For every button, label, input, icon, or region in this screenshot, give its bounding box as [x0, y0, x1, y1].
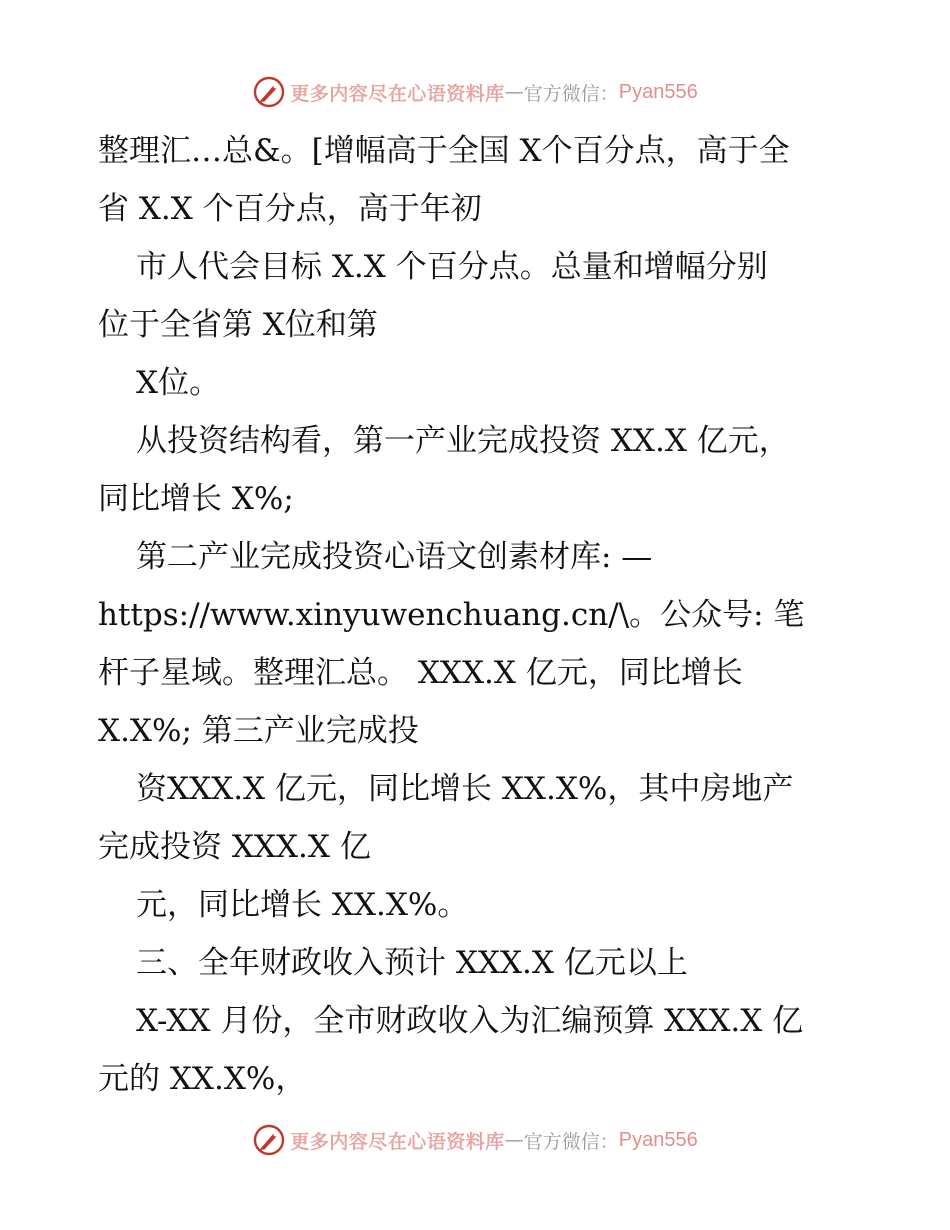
body-line: 位于全省第 X位和第 [98, 307, 378, 343]
body-line: 资XXX.X 亿元，同比增长 XX.X%，其中房地产 [136, 771, 794, 807]
wechat-label: 官方微信： [523, 1130, 619, 1153]
wechat-id: Pyan556 [618, 80, 698, 103]
body-line: 同比增长 X%; [98, 481, 294, 517]
body-line: 杆子星域。整理汇总。 XXX.X 亿元，同比增长 [98, 655, 743, 691]
banner-dash: — [504, 81, 524, 103]
body-line: X位。 [136, 365, 221, 401]
body-line: 从投资结构看，第一产业完成投资 XX.X 亿元， [136, 423, 790, 459]
wechat-id: Pyan556 [618, 1128, 698, 1151]
banner-text: 更多内容尽在心语资料库 [290, 82, 505, 105]
banner-text: 更多内容尽在心语资料库 [290, 1130, 505, 1153]
section-heading: 三、全年财政收入预计 XXX.X 亿元以上 [136, 945, 688, 981]
body-line: 省 X.X 个百分点，高于年初 [98, 191, 482, 227]
pen-logo-icon [252, 75, 286, 109]
body-line: 第二产业完成投资心语文创素材库: — [136, 539, 653, 575]
body-line: X-XX 月份，全市财政收入为汇编预算 XXX.X 亿 [136, 1003, 804, 1039]
footer-banner [0, 1118, 950, 1162]
body-line: 完成投资 XXX.X 亿 [98, 829, 371, 865]
body-line: 元，同比增长 XX.X%。 [136, 887, 469, 923]
body-line: 元的 XX.X%， [98, 1061, 307, 1097]
document-body [98, 122, 878, 1108]
body-line: X.X%; 第三产业完成投 [98, 713, 419, 749]
body-line: https://www.xinyuwenchuang.cn/\。公众号: 笔 [98, 597, 805, 633]
banner-dash: — [504, 1129, 524, 1151]
body-line: 整理汇…总&。[增幅高于全国 X个百分点，高于全 [98, 133, 790, 169]
body-line: 市人代会目标 X.X 个百分点。总量和增幅分别 [136, 249, 768, 285]
pen-logo-icon [252, 1123, 286, 1157]
header-banner [0, 70, 950, 114]
wechat-label: 官方微信： [523, 82, 619, 105]
